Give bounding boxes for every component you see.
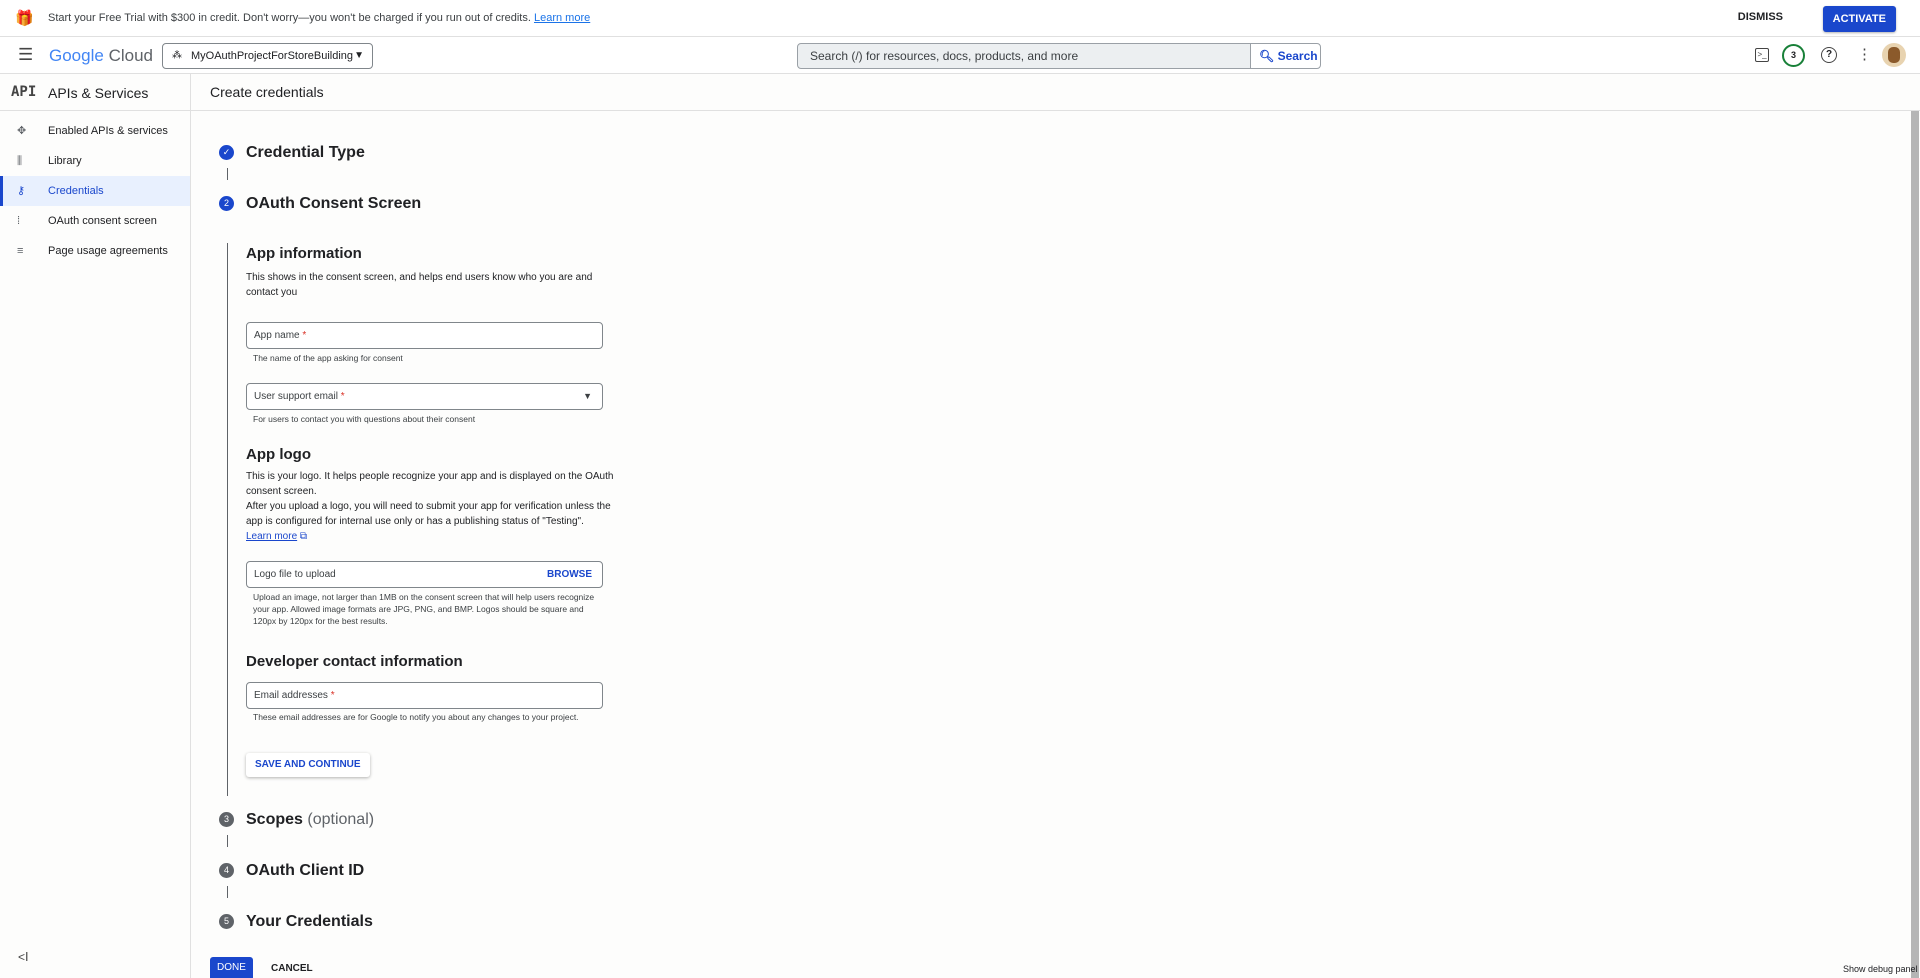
logo-upload-label: Logo file to upload [254,569,336,580]
app-name-label: App name [254,330,300,341]
library-icon: ⫼ [17,155,23,167]
step-your-credentials[interactable]: Your Credentials [246,913,373,930]
scrollbar[interactable] [1911,111,1919,978]
email-addresses-label: Email addresses [254,690,328,701]
developer-contact-heading: Developer contact information [246,653,463,670]
apis-icon: ✥ [17,125,27,137]
chevron-down-icon: ▼ [354,50,364,61]
cancel-button[interactable]: CANCEL [271,963,313,974]
sidebar-item-label: Credentials [48,185,104,197]
logo-cloud: Cloud [108,46,153,65]
email-addresses-hint: These email addresses are for Google to notify you about any changes to your project. [253,712,579,722]
search-input[interactable]: Search (/) for resources, docs, products, and more [797,43,1251,69]
sidebar-title[interactable]: APIs & Services [48,85,149,101]
required-mark: * [302,330,307,341]
dropdown-arrow-icon: ▼ [583,391,592,401]
project-icon: ⁂ [172,50,182,61]
sidebar-item-label: Page usage agreements [48,245,168,257]
save-and-continue-button[interactable]: SAVE AND CONTINUE [246,753,370,777]
user-support-email-select[interactable] [246,383,603,410]
sidebar-item-library[interactable] [0,146,190,176]
api-icon: API [11,84,37,100]
external-link-icon: ⧉ [299,531,308,542]
dismiss-button[interactable]: DISMISS [1737,11,1783,23]
learn-more-link[interactable]: Learn more [533,12,591,24]
step-number-2: 2 [219,196,234,211]
logo-file-upload[interactable] [246,561,603,588]
google-cloud-logo[interactable] [49,46,153,66]
sidebar-item-label: OAuth consent screen [48,215,157,227]
consent-icon: ⁞ [17,215,21,227]
sidebar-item-enabled-apis[interactable] [0,116,190,146]
key-icon: ⚷ [17,185,26,197]
sidebar-item-oauth-consent[interactable] [0,206,190,236]
collapse-sidebar-icon[interactable]: <Ⅰ [18,950,29,964]
settings-list-icon: ≡ [17,245,24,257]
check-icon: ✓ [219,145,234,160]
project-name: MyOAuthProjectForStoreBuilding [191,50,354,62]
sidebar [0,74,191,978]
project-selector[interactable] [162,43,373,69]
app-information-heading: App information [246,245,362,262]
app-name-hint: The name of the app asking for consent [253,353,403,363]
avatar[interactable] [1882,43,1906,67]
email-addresses-input[interactable] [246,682,603,709]
step-connector [227,835,228,847]
step-oauth-consent[interactable]: OAuth Consent Screen [246,195,422,212]
search-button[interactable] [1250,43,1321,69]
activate-button[interactable]: ACTIVATE [1823,6,1896,32]
browse-button[interactable]: BROWSE [547,569,592,580]
search-icon: 🔍︎ [1259,49,1275,63]
required-mark: * [330,690,335,701]
step-scopes-title: Scopes [246,811,303,828]
more-vert-icon[interactable]: ⋮ [1857,46,1872,63]
sidebar-item-credentials[interactable] [0,176,190,206]
page-title: Create credentials [191,74,1920,111]
step-number-4: 4 [219,863,234,878]
cloud-shell-icon[interactable]: >_ [1755,48,1769,62]
done-button[interactable]: DONE [210,957,253,978]
step-connector [227,243,228,796]
notifications-badge[interactable]: 3 [1782,44,1805,67]
required-mark: * [340,391,345,402]
app-information-description: This shows in the consent screen, and helps end users know who you are and contact you [246,272,593,298]
app-logo-description [246,469,616,544]
search-button-label: Search [1277,49,1318,63]
step-credential-type[interactable]: Credential Type [246,144,365,161]
banner-text: Start your Free Trial with $300 in credit. Don't worry—you won't be charged if you run out of credits. [48,12,531,24]
show-debug-panel-link[interactable]: Show debug panel [1843,964,1918,974]
free-trial-banner [0,0,1920,37]
sidebar-item-page-usage[interactable] [0,236,190,266]
app-logo-description-1: This is your logo. It helps people recognize your app and is displayed on the OAuth consent screen. [246,471,614,497]
step-scopes-suffix: (optional) [307,811,375,828]
app-logo-learn-more-link[interactable]: Learn more [246,531,298,542]
step-connector [227,886,228,898]
app-name-input[interactable] [246,322,603,349]
sidebar-item-label: Enabled APIs & services [48,125,168,137]
help-icon[interactable]: ? [1821,47,1837,63]
menu-icon[interactable]: ☰ [18,45,34,64]
app-logo-description-2: After you upload a logo, you will need to submit your app for verification unless the app is configured for internal use only or has a publishing status of "Testing". [246,501,611,527]
top-bar [0,37,1920,74]
support-email-hint: For users to contact you with questions about their consent [253,414,476,424]
step-number-3: 3 [219,812,234,827]
sidebar-item-label: Library [48,155,82,167]
step-scopes[interactable] [246,811,374,829]
support-email-label: User support email [254,391,338,402]
step-connector [227,168,228,180]
gift-icon: 🎁 [15,10,34,27]
step-number-5: 5 [219,914,234,929]
sidebar-header [0,74,191,111]
logo-google: Google [49,46,104,65]
app-logo-heading: App logo [246,446,311,463]
banner-message [48,12,590,24]
logo-upload-hint: Upload an image, not larger than 1MB on the consent screen that will help users recognize your app. Allowed image formats are JPG, PNG, and BMP. Logos should be square and 120px by 120px for the best results. [253,592,595,626]
step-oauth-client-id[interactable]: OAuth Client ID [246,862,365,879]
